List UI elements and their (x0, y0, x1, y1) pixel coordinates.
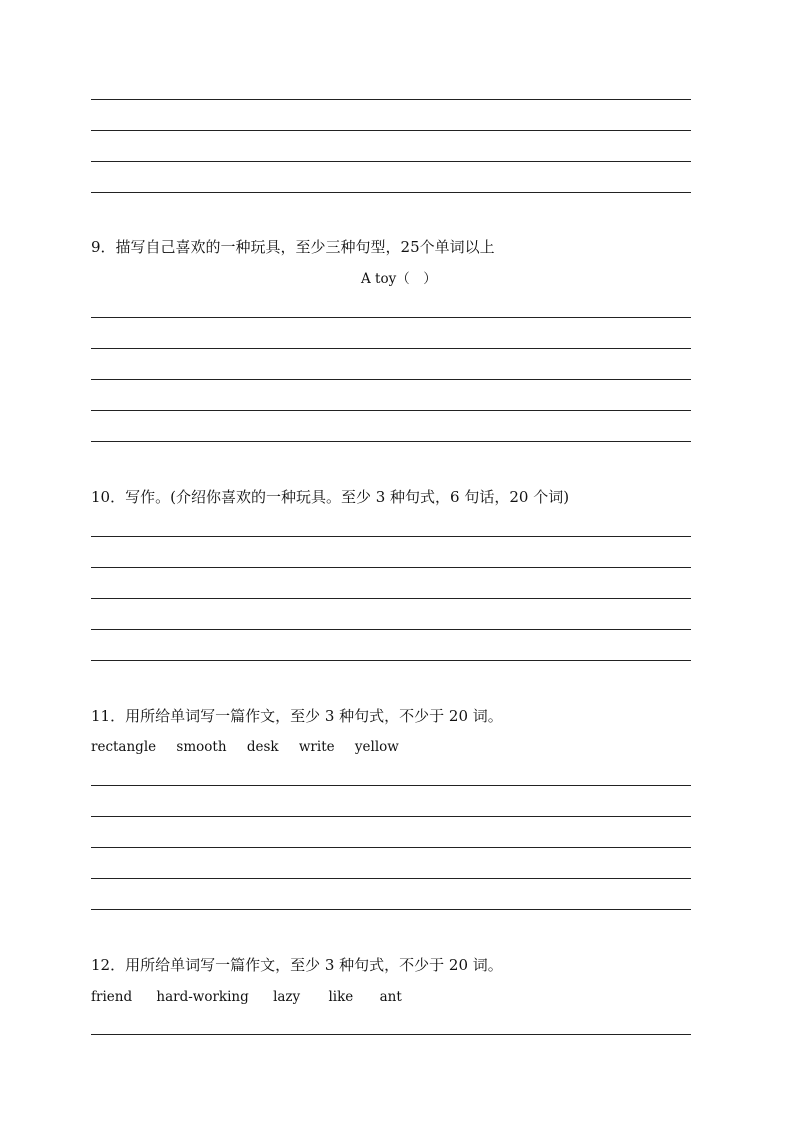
question-10-text: 10．写作。(介绍你喜欢的一种玩具。至少 3 种句式，6 句话，20 个词) (91, 488, 570, 506)
answer-line (91, 660, 691, 661)
answer-line (91, 379, 691, 380)
answer-line (91, 909, 691, 910)
word-bank-item: desk (246, 739, 279, 755)
answer-line (91, 1034, 691, 1035)
answer-line (91, 348, 691, 349)
word-bank-item: write (298, 739, 335, 755)
answer-line (91, 629, 691, 630)
word-bank-item: like (328, 989, 354, 1005)
question-12-word-bank (91, 988, 418, 1006)
answer-line (91, 410, 691, 411)
answer-line (91, 441, 691, 442)
answer-line (91, 567, 691, 568)
word-bank-item: lazy (273, 989, 301, 1005)
word-bank-item: friend (91, 989, 133, 1005)
answer-line (91, 598, 691, 599)
word-bank-item: hard-working (156, 989, 249, 1005)
answer-line (91, 536, 691, 537)
question-9-subtitle: A toy（ ） (361, 271, 437, 287)
answer-line (91, 847, 691, 848)
word-bank-item: ant (379, 989, 402, 1005)
answer-line (91, 130, 691, 131)
word-bank-item: rectangle (91, 739, 157, 755)
answer-line (91, 192, 691, 193)
question-9-text: 9．描写自己喜欢的一种玩具，至少三种句型，25个单词以上 (91, 238, 495, 256)
answer-line (91, 99, 691, 100)
question-11-text: 11．用所给单词写一篇作文，至少 3 种句式，不少于 20 词。 (91, 707, 503, 725)
answer-line (91, 878, 691, 879)
answer-line (91, 785, 691, 786)
answer-line (91, 161, 691, 162)
word-bank-item: smooth (176, 739, 227, 755)
word-bank-item: yellow (354, 739, 399, 755)
question-11-word-bank (91, 738, 415, 756)
answer-line (91, 317, 691, 318)
answer-line (91, 816, 691, 817)
question-12-text: 12．用所给单词写一篇作文，至少 3 种句式，不少于 20 词。 (91, 956, 503, 974)
